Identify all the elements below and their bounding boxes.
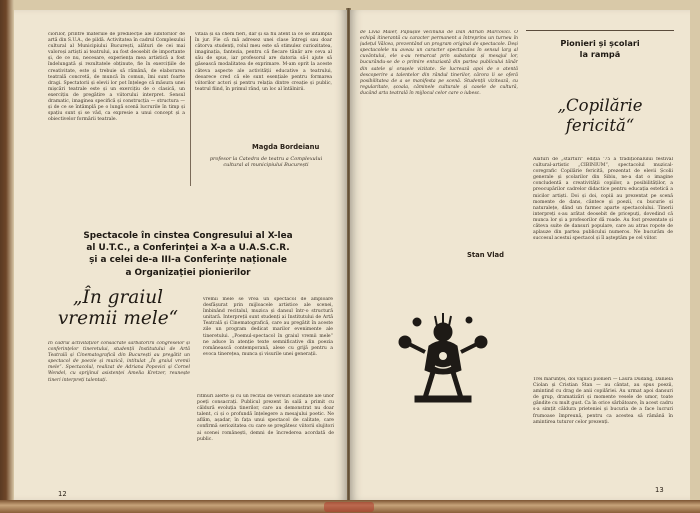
- author-note: profesor la Catedra de teatru a Complexului cultural al municipiului București: [209, 156, 323, 169]
- right-page: [350, 10, 690, 500]
- headline-line: Spectacole în cinstea Congresului al X-lea: [83, 231, 293, 241]
- binding-tab: [324, 502, 374, 512]
- headline-line: și a celei de-a III-a Conferințe naționale: [89, 255, 287, 266]
- children-illustration: [395, 308, 491, 408]
- hand-ball-right: [475, 336, 487, 348]
- article-title: [526, 96, 674, 136]
- headline: [38, 230, 338, 279]
- figure-leg-right: [453, 372, 461, 398]
- page-number: 13: [655, 486, 664, 494]
- paragraph: În cadrul activităților consacrate sărbătoririi congreselor și conferințelor tineretului, studenții Institutului de Artă Teatrală și Cinematografică din București au pregătit un spectacol de poezie și muzică, intitulat „În graiul vremii mele“. Spectacolul, realizat de Adriana Popovici și Cornel Wendel, cu sprijinul asistenței Amelia Kretzer, reunește tineri interpreți talentați.: [48, 341, 190, 383]
- right-column-main: [533, 157, 673, 375]
- page-number: 12: [58, 490, 67, 498]
- paragraph: Alături de „starturi“ ediția '75 a tradiționalului festival cultural-artistic „CIBINIUM“, spectacolul muzical-coregrafic Copilărie fericită, prezentat de elevii Școlii generale și școlarilor din Sibiu, ne-a dat o imagine concludentă a creativității copiilor, a posibilităților, a preocupărilor cadrelor didactice pentru educația estetică a micilor artiști. Doi și doi, copiii au prezentat pe scenă momente de dans, cântece și poezii, cu bucurie și naturalețe, dând un farmec aparte spectacolului. Tinerii interpreți s-au arătat deosebit de pricepuți, dovedind că munca lor și a profesorilor dă roade. Au fost prezentate și câteva suite de dansuri populare, care au atras ropote de aplauze din partea publicului numeros. Ne bucurăm de succesul acestui spectacol și îl așteptăm pe cel viitor.: [533, 157, 673, 242]
- right-top-column: [360, 30, 518, 248]
- star-dot: [466, 317, 472, 323]
- figure-leg-left: [425, 372, 433, 398]
- left-bottom-column-1: [48, 341, 190, 490]
- section-header: [526, 38, 674, 59]
- left-page: [14, 10, 347, 500]
- left-top-column-2: [195, 32, 332, 139]
- left-bottom-column-2b: [197, 394, 334, 490]
- paragraph: de Livia Maier, Păpușile vecinului de Dan Adrian Marcovici. O echipă itinerantă cu caracter permanent a întreprins un turneu în județul Vâlcea, prezentând un program original de spectacole. Deși spectacolele nu aveau un caracter spectaculos în sensul larg al cuvântului, ele s-au remarcat prin substanța și mesajul lor, bucurându-se de o primire entuziastă din partea publicului tânăr din satele și orașele vizitate. Se lucrează apoi de o atentă descoperire a talentelor din rândul tinerilor, cărora li se oferă posibilitatea de a se manifesta pe scenă. Studenții vizitează, cu regularitate, școala, căminele culturale și casele de cultură, ducând arta teatrală în mijlocul celor care o iubesc.: [360, 30, 518, 96]
- section-rule: [526, 30, 674, 31]
- paragraph: ciorilor, printre materiile de predilecție ale iubitorilor de artă din S.U.A., de pildă. Activitatea în cadrul Complexului cultural al Municipiului București, alături de cei mai valoroși artiști ai teatrului, au fost deosebit de importante și, de ce nu, necesare, experiența mea artistică a fost îndelungată și rezultatele obținute, fie în exercițiile de creativitate, este și trebuie să rămână, de elaborarea teatrală concretă, de muncă în comun, îmi sunt foarte dragi. Spectatorii și elevii lor pot înțelege că măsura unei mișcări teatrale este și un exercițiu de o clasică, un exercițiu de pregătire a viitorului interpret. Sensul dramatic, imaginea specifică și construcția — structura — și de ce se întâmplă pe o lungă scenă lucrurile în timp și spațiu sunt și se văd, ca expresie a unui concept și a obiectivelor formării teatrale.: [48, 32, 185, 123]
- paragraph: vitală și să chem fieri, dar și să fiu atent la ce se întâmplă în jur. Fie că mă adresez unei clase întregi sau doar câtorva studenți, rolul meu este să stimulez curiozitatea, imaginația, fantezia, pentru că fiecare tânăr are ceva al său de spus, iar profesorul are datoria să-l ajute să găsească modalitatea de exprimare. M-am oprit la aceste câteva aspecte ale activității educative a teatrului, deoarece cred că ele sunt esențiale pentru formarea viitorilor actori și pentru relația dintre creație și public, teatrul fiind, în primul rând, un loc al întâlnirii.: [195, 32, 332, 92]
- hand-ball-left: [399, 336, 411, 348]
- title-line: „Copilărie: [557, 96, 643, 115]
- figure-base: [415, 396, 471, 402]
- author-signature: Magda Bordeianu: [252, 143, 320, 151]
- section-line: la rampă: [579, 48, 621, 59]
- paragraph: ritmuri alerte și cu un recital de versuri scandate ale unor poeți consacrați. Publicul prezent în sală a primit cu căldură evoluția tinerilor, care au demonstrat nu doar talent, ci și o profundă înțelegere a mesajului poetic. Ne aflăm, așadar, în fața unui spectacol de calitate, care confirmă seriozitatea cu care se pregătesc viitorii slujitori ai scenei românești, demni de încrederea acordată de public.: [197, 394, 334, 442]
- right-column-bottom: [533, 377, 673, 482]
- title-line: fericită“: [565, 116, 635, 135]
- title-line: vremii mele“: [57, 308, 179, 329]
- left-bottom-column-2a: [203, 297, 333, 391]
- left-top-column-1: [48, 32, 185, 163]
- sun-dot: [413, 318, 421, 326]
- headline-line: al U.T.C., a Conferinței a X-a a U.A.S.C.R.: [86, 243, 290, 254]
- headline-line: a Organizației pionierilor: [125, 267, 251, 278]
- title-line: „În graiul: [72, 287, 164, 308]
- paragraph: vremii mele se vrea un spectacol de amploare desfășurat prin mijloacele artistice ale scenei, îmbinând recitalul, muzica și dansul într-o structură unitară. Interpreții sunt studenți ai Institutului de Artă Teatrală și Cinematografică, care au pregătit în aceste zile un program dedicat marilor evenimente ale tineretului. „Poemul-spectacol în graiul vremii mele“ ne aduce în atenție texte semnificative din poezia românească contemporană, alese cu grijă pentru a evoca tinerețea, munca și visurile unei generații.: [203, 297, 333, 357]
- body-ornament: [439, 352, 447, 360]
- column-divider: [190, 36, 191, 186]
- paragraph: Trei mărunței, doi vajnici pionieri — Laura Dudang, Daniela Ciolan și Cristian Stan — au cântat, au spus poezii, amintind cu drag de anii copilăriei. Au urmat apoi dansuri de grup, dramatizări și momente vesele de umor, toate gândite cu mult gust. Ca în orice sărbătoare, în acest cadru s-a simțit căldura prieteniei și bucuria de a face lucruri frumoase împreună, pentru ca acestea să rămână în amintirea tuturor celor prezenți.: [533, 377, 673, 425]
- author-signature: Stan Vlad: [467, 251, 504, 259]
- article-title: [52, 287, 184, 329]
- section-line: Pionieri și școlari: [560, 38, 640, 48]
